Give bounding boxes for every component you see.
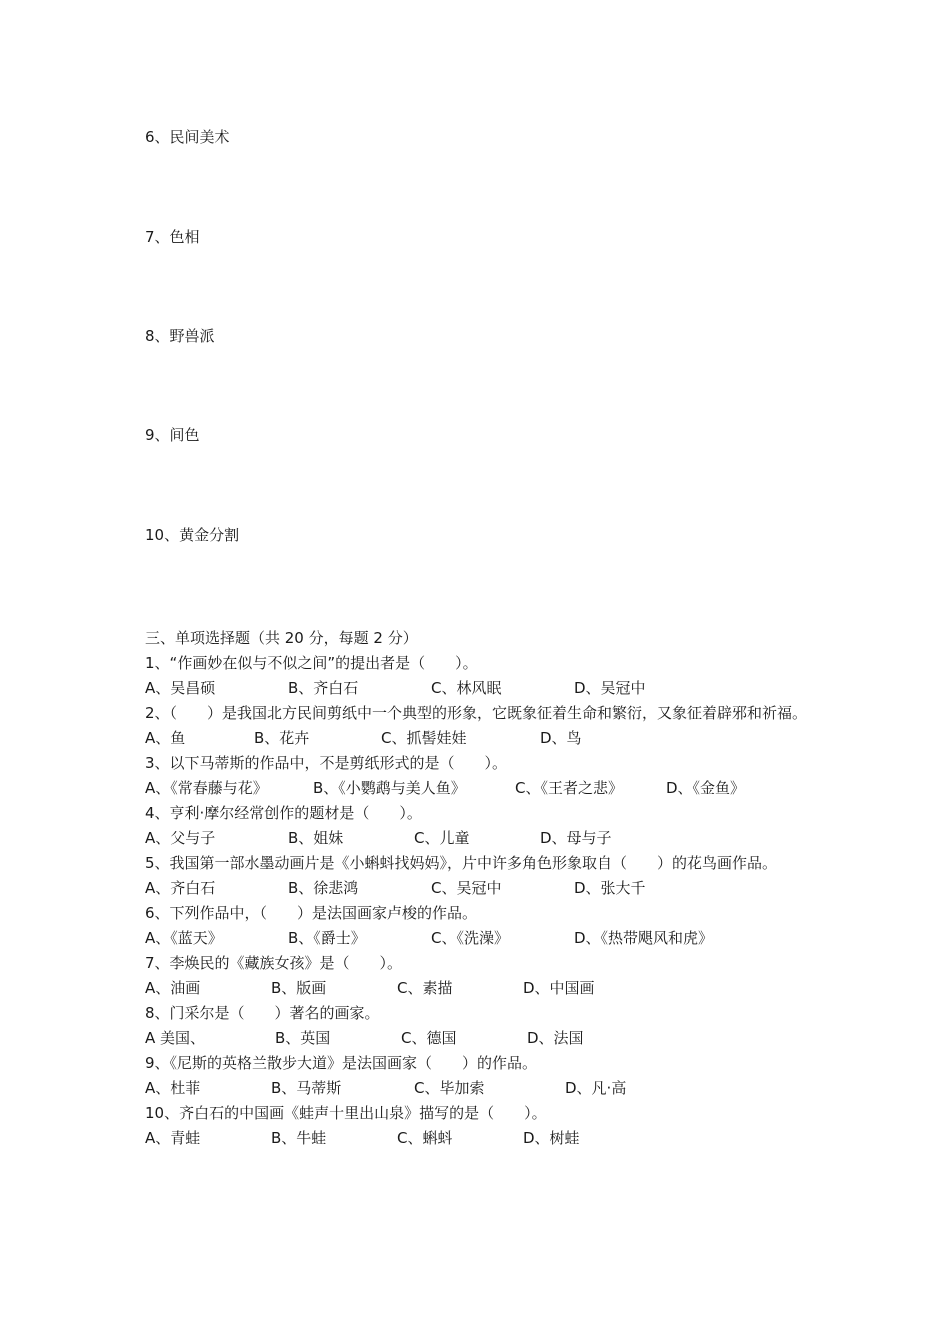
option-c: C、儿童 (414, 829, 470, 847)
question-options (145, 876, 815, 901)
option-d: D、中国画 (523, 979, 595, 997)
option-d: D、树蛙 (523, 1129, 580, 1147)
question-stem: 9、《尼斯的英格兰散步大道》是法国画家（ ）的作品。 (145, 1054, 538, 1072)
option-a: A、油画 (145, 979, 201, 997)
question-options (145, 776, 815, 801)
option-b: B、姐妹 (288, 829, 344, 847)
question-options (145, 1026, 815, 1051)
question-stem: 7、李焕民的《藏族女孩》是（ ）。 (145, 954, 403, 972)
option-c: C、毕加索 (414, 1079, 485, 1097)
question-stem: 10、齐白石的中国画《蛙声十里出山泉》描写的是（ ）。 (145, 1104, 547, 1122)
option-d: D、母与子 (540, 829, 612, 847)
option-a: A、鱼 (145, 729, 186, 747)
option-b: B、徐悲鸿 (288, 879, 359, 897)
option-c: C、素描 (397, 979, 453, 997)
option-d: D、法国 (527, 1029, 584, 1047)
option-a: A、青蛙 (145, 1129, 201, 1147)
option-d: D、《金鱼》 (666, 779, 746, 797)
option-b: B、《小鹦鹉与美人鱼》 (313, 779, 466, 797)
multiple-choice-section (145, 626, 815, 1151)
option-a: A、杜菲 (145, 1079, 201, 1097)
question-options (145, 676, 815, 701)
question-stem: 4、亨利·摩尔经常创作的题材是（ ）。 (145, 804, 422, 822)
question-stem: 3、以下马蒂斯的作品中，不是剪纸形式的是（ ）。 (145, 754, 508, 772)
question-options (145, 726, 815, 751)
term-item: 7、色相 (145, 228, 200, 246)
option-a: A、吴昌硕 (145, 679, 216, 697)
term-item: 10、黄金分割 (145, 526, 240, 544)
option-b: B、《爵士》 (288, 929, 366, 947)
option-b: B、花卉 (254, 729, 310, 747)
option-c: C、德国 (401, 1029, 457, 1047)
option-a: A、齐白石 (145, 879, 216, 897)
question-options (145, 1126, 815, 1151)
term-item: 6、民间美术 (145, 128, 230, 146)
option-b: B、版画 (271, 979, 327, 997)
option-b: B、牛蛙 (271, 1129, 327, 1147)
option-c: C、吴冠中 (431, 879, 502, 897)
question-options (145, 826, 815, 851)
option-a: A、父与子 (145, 829, 216, 847)
option-d: D、鸟 (540, 729, 582, 747)
question-stem: 5、我国第一部水墨动画片是《小蝌蚪找妈妈》，片中许多角色形象取自（ ）的花鸟画作品。 (145, 854, 778, 872)
option-b: B、齐白石 (288, 679, 359, 697)
option-b: B、马蒂斯 (271, 1079, 342, 1097)
option-c: C、蝌蚪 (397, 1129, 453, 1147)
option-b: B、英国 (275, 1029, 331, 1047)
option-d: D、《热带飓风和虎》 (574, 929, 714, 947)
term-item: 8、野兽派 (145, 327, 215, 345)
question-stem: 2、（ ）是我国北方民间剪纸中一个典型的形象，它既象征着生命和繁衍，又象征着辟邪和祈福。 (145, 704, 808, 722)
question-options (145, 1076, 815, 1101)
question-stem: 1、“作画妙在似与不似之间”的提出者是（ ）。 (145, 654, 478, 672)
question-options (145, 976, 815, 1001)
option-c: C、林风眠 (431, 679, 502, 697)
option-d: D、吴冠中 (574, 679, 646, 697)
section-heading: 三、单项选择题（共 20 分，每题 2 分） (145, 629, 418, 647)
option-a: A、《常春藤与花》 (145, 779, 268, 797)
term-item: 9、间色 (145, 426, 200, 444)
option-c: C、抓髻娃娃 (381, 729, 467, 747)
question-options (145, 926, 815, 951)
option-d: D、张大千 (574, 879, 646, 897)
question-stem: 8、门采尔是（ ）著名的画家。 (145, 1004, 380, 1022)
option-c: C、《王者之悲》 (515, 779, 623, 797)
option-a: A 美国、 (145, 1029, 206, 1047)
option-d: D、凡·高 (565, 1079, 627, 1097)
option-a: A、《蓝天》 (145, 929, 223, 947)
option-c: C、《洗澡》 (431, 929, 509, 947)
question-stem: 6、下列作品中，（ ）是法国画家卢梭的作品。 (145, 904, 478, 922)
